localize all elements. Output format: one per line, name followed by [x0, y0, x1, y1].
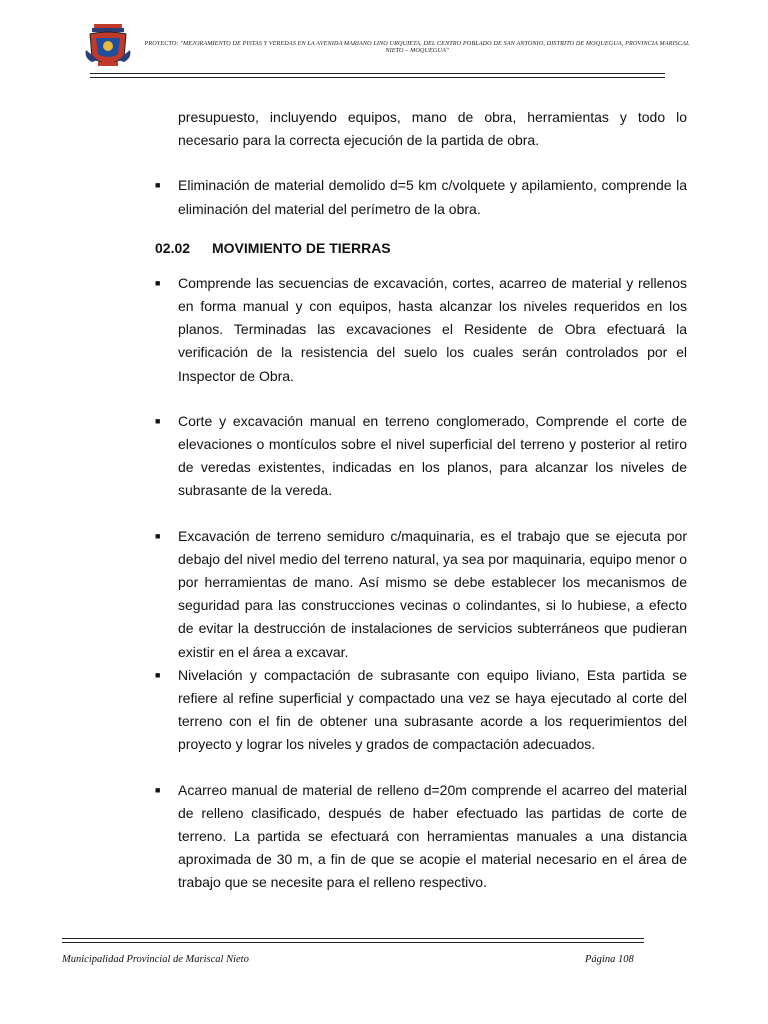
list-item-text: Nivelación y compactación de subrasante con equipo liviano, Esta partida se refiere al refine superficial y compactado una vez se haya ejecutado al corte del terreno con el fin de obtener una subrasante acorde a los requerimientos del proyecto y lograr los niveles y grados de compactación adecuados. [178, 666, 687, 753]
bullet-icon: ■ [155, 669, 161, 680]
list-item-text: Eliminación de material demolido d=5 km c/volquete y apilamiento, comprende la eliminación del material del perímetro de la obra. [178, 177, 687, 217]
list-item [155, 272, 687, 388]
bullet-icon: ■ [155, 415, 161, 426]
list-item-text: Acarreo manual de material de relleno d=20m comprende el acarreo del material de relleno clasificado, después de haber efectuado las partidas de corte de terreno. La partida se efectuará con herramientas manuales a una distancia aproximada de 30 m, a fin de que se acopie el material necesario en el área de trabajo que se necesite para el relleno respectivo. [178, 781, 687, 891]
list-item [155, 779, 687, 895]
section-heading [155, 237, 687, 260]
section-title: MOVIMIENTO DE TIERRAS [212, 239, 391, 256]
footer-rule-bottom [62, 942, 644, 943]
list-item [155, 664, 687, 757]
footer-rule-top [62, 938, 644, 939]
list-item [155, 410, 687, 503]
footer-institution: Municipalidad Provincial de Mariscal Nieto [62, 954, 249, 965]
list-item [155, 174, 687, 220]
project-title: PROYECTO: "MEJORAMIENTO DE PISTAS Y VEREDAS EN LA AVENIDA MARIANO LINO URQUIETA, DEL CENTRO POBLADO DE SAN ANTONIO, DISTRITO DE MOQUEGUA, PROVINCIA MARISCAL NIETO – MOQUEGUA" [144, 40, 690, 55]
section-number: 02.02 [155, 239, 191, 256]
bullet-icon: ■ [155, 530, 161, 541]
page-header [0, 0, 768, 80]
bullet-icon: ■ [155, 180, 161, 191]
continued-paragraph: presupuesto, incluyendo equipos, mano de obra, herramientas y todo lo necesario para la correcta ejecución de la partida de obra. [178, 109, 687, 149]
header-rule-bottom [90, 77, 665, 78]
list-item-text: Comprende las secuencias de excavación, cortes, acarreo de material y rellenos en forma manual y con equipos, hasta alcanzar los niveles requeridos en los planos. Terminadas las excavaciones el Residente de Obra efectuará la verificación de la resistencia del suelo los cuales serán controlados por el Inspector de Obra. [178, 274, 687, 384]
document-body [155, 106, 687, 895]
bullet-icon: ■ [155, 784, 161, 795]
bullet-icon: ■ [155, 277, 161, 288]
list-item [155, 525, 687, 664]
list-item-text: Corte y excavación manual en terreno conglomerado, Comprende el corte de elevaciones o montículos sobre el nivel superficial del terreno y posterior al retiro de veredas existentes, indicadas en los planos, para alcanzar los niveles de subrasante de la vereda. [178, 412, 687, 499]
page-number: Página 108 [585, 954, 634, 965]
municipality-crest-icon [84, 24, 132, 68]
list-item-text: Excavación de terreno semiduro c/maquinaria, es el trabajo que se ejecuta por debajo del nivel medio del terreno natural, ya sea por maquinaria, equipo menor o por herramientas de mano. Así mismo se debe establecer los mecanismos de seguridad para las construcciones vecinas o colindantes, si lo hubiese, a efecto de evitar la destrucción de instalaciones de servicios subterráneos que pudieran existir en el área a excavar. [178, 527, 687, 660]
header-rule-top [90, 73, 665, 74]
